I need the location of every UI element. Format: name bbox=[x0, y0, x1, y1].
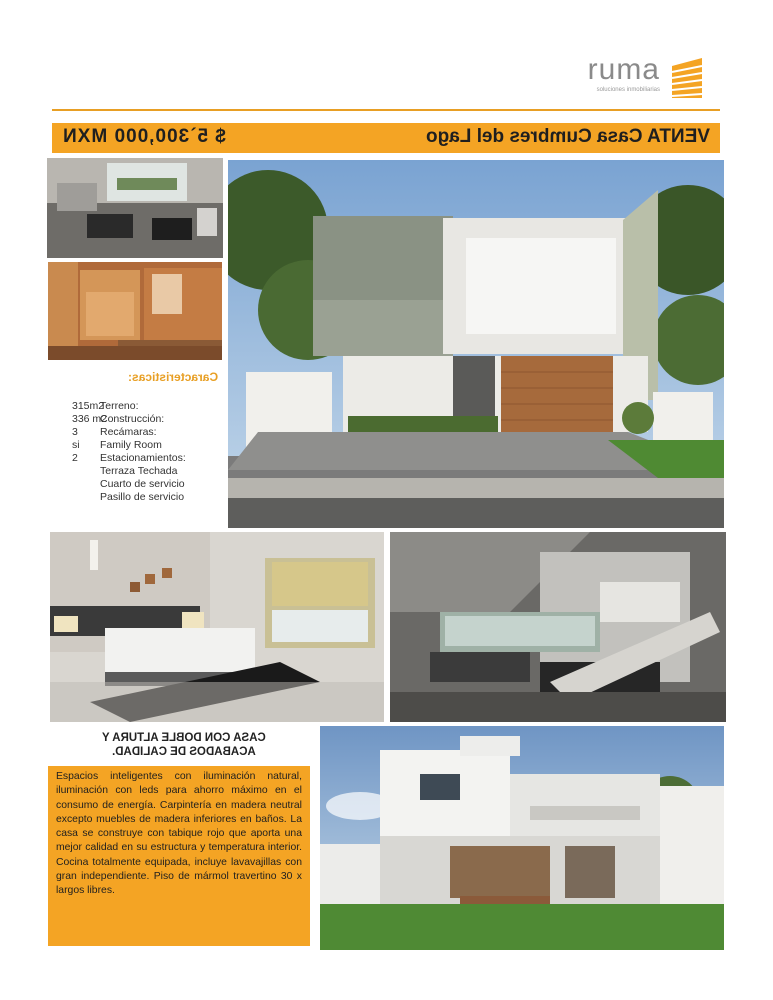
caption bbox=[56, 731, 312, 759]
feature-row: Cuarto de servicio bbox=[100, 478, 185, 490]
brand-tagline: soluciones inmobiliarias bbox=[596, 87, 660, 93]
feature-row: Estacionamientos: 2 bbox=[72, 452, 186, 464]
caption-line-2: ACABADOS DE CALIDAD. bbox=[112, 746, 256, 758]
feature-row: Terraza Techada bbox=[100, 465, 178, 477]
description-text: Espacios inteligentes con iluminación natural, iluminación con leds para ahorro máximo en el consumo de energía. Carpintería en madera neutral excepto muebles de madera inferiores en baños. La casa se construye con tabique rojo que aporta una mejor calidad en su estructura y temperatura interior. Cocina totalmente equipada, incluye lavavajillas con gran independiente. Piso de mármol travertino 30 x largos libres. bbox=[56, 771, 302, 897]
feature-row: Terreno: 315m2 bbox=[72, 400, 139, 412]
feature-row: Construcción: 336 m2 bbox=[72, 413, 165, 425]
brand-name: ruma bbox=[587, 53, 660, 86]
listing-title: VENTA Casa Cumbres del Lago bbox=[425, 126, 710, 147]
bedroom-photo bbox=[50, 532, 384, 722]
features-heading: Caracteristicas: bbox=[127, 370, 218, 384]
description-box bbox=[48, 766, 310, 946]
listing-header bbox=[52, 123, 720, 153]
feature-row: Pasillo de servicio bbox=[100, 491, 185, 503]
double-height-living-photo bbox=[390, 532, 726, 722]
caption-line-1: CASA CON DOBLE ALTURA Y bbox=[102, 732, 266, 744]
header-top-rule bbox=[52, 109, 720, 111]
feature-row: Recámaras: 3 bbox=[72, 426, 157, 438]
rear-facade-photo bbox=[320, 726, 724, 950]
facade-photo bbox=[228, 160, 724, 528]
logo-mark-icon bbox=[668, 54, 706, 98]
feature-row: Family Room si bbox=[72, 439, 162, 451]
listing-price: $ 5`300,000 MXN bbox=[62, 126, 226, 147]
bathroom-photo bbox=[48, 262, 222, 360]
brand-logo bbox=[566, 52, 712, 100]
features-list bbox=[50, 370, 226, 520]
living-room-photo bbox=[47, 158, 223, 258]
